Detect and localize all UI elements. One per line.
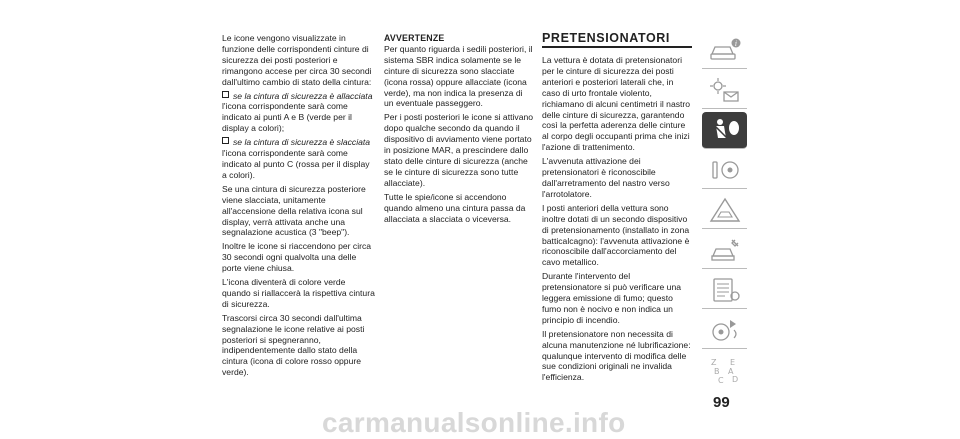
checkbox-square-icon	[222, 137, 229, 144]
paragraph: Se una cintura di sicurezza posteriore viene slacciata, unitamente all'accensione della relativa icona sul display, verrà attivata anche una segnalazione acustica (3 "beep").	[222, 183, 366, 238]
paragraph: l'icona corrispondente sarà come indicato ai punti A e B (verde per il display a colori);	[222, 101, 352, 134]
paragraph: Le icone vengono visualizzate in funzione delle corrispondenti cinture di sicurezza dei posti posteriori e rimangono accese per circa 30 secondi dall'ultimo cambio di stato della cintura:	[222, 33, 372, 87]
paragraph: La vettura è dotata di pretensionatori per le cinture di sicurezza dei posti anteriori e posteriori laterali che, in caso di urto frontale violento, richiamano di alcuni centimetri il nastro delle cinture di sicurezza, garantendo così la perfetta aderenza delle cinture al corpo degli occupanti prima che inizi l'azione di trattenimento.	[542, 55, 691, 153]
page-number: 99	[713, 394, 730, 411]
paragraph: Durante l'intervento del pretensionatore si può verificare una leggera emissione di fumo; questo fumo non è nocivo e non indica un principio di incendio.	[542, 271, 682, 325]
bullet-text: se la cintura di sicurezza è allacciata	[233, 90, 373, 101]
paragraph: l'icona corrispondente sarà come indicato al punto C (rossa per il display a colori).	[222, 148, 370, 180]
paragraph: Il pretensionatore non necessita di alcuna manutenzione né lubrificazione: qualunque intervento di modifica delle sue condizioni originali ne invalida l'efficienza.	[542, 328, 691, 383]
index-letter: D	[731, 375, 738, 384]
index-letter: E	[729, 358, 735, 367]
paragraph: L'avvenuta attivazione dei pretensionatori è riconoscibile dall'arretramento del nastro verso l'arrotolatore.	[542, 156, 670, 199]
paragraph: L'icona diventerà di colore verde quando si riallaccerà la rispettiva cintura di sicurezza.	[222, 277, 375, 309]
section-title: PRETENSIONATORI	[542, 31, 670, 45]
paragraph: Per i posti posteriori le icone si attivano dopo qualche secondo da quando il dispositivo di avviamento viene portato in posizione MAR, a prescindere dallo stato delle cinture di sicurezza (anche se le cinture di sicurezza sono tutte allacciate).	[384, 112, 534, 188]
index-letter: A	[727, 367, 733, 376]
index-abc-icon[interactable]	[702, 352, 747, 388]
text-column-1	[222, 33, 376, 381]
index-letter: B	[713, 367, 719, 376]
warning-triangle-icon[interactable]	[702, 192, 747, 229]
index-letter: C	[717, 376, 724, 384]
checkbox-square-icon	[222, 91, 229, 98]
key-start-icon[interactable]	[702, 152, 747, 189]
bullet-text: se la cintura di sicurezza è slacciata	[233, 137, 371, 148]
svg-text:i: i	[734, 40, 737, 48]
chapter-sidebar	[702, 32, 747, 384]
bullet-item	[222, 91, 376, 102]
paragraph: I posti anteriori della vettura sono inoltre dotati di un secondo dispositivo di pretensionamento (installato in zona batticalcagno): l'avvenuta attivazione è riconoscibile dall'accorciamento del cavo metallico.	[542, 202, 690, 268]
paragraph: Inoltre le icone si riaccendono per circa 30 secondi ogni qualvolta una delle porte viene chiusa.	[222, 241, 372, 274]
wrench-car-icon[interactable]	[702, 232, 747, 269]
paragraph: Tutte le spie/icone si accendono quando almeno una cintura passa da allacciata a slacciata o viceversa.	[384, 191, 526, 224]
media-icon[interactable]	[702, 312, 747, 349]
bullet-item	[222, 137, 376, 148]
watermark: carmanualsonline.info	[322, 407, 626, 438]
text-column-2	[384, 33, 534, 227]
dashboard-lights-icon[interactable]	[702, 72, 747, 109]
text-column-3	[542, 55, 692, 386]
car-info-icon[interactable]	[702, 32, 747, 69]
paragraph: Trascorsi circa 30 secondi dall'ultima segnalazione le icone relative ai posti posteriori si spegneranno, indipendentemente dallo stato della cintura (icona di colore rosso oppure verde).	[222, 312, 365, 378]
index-letter: Z	[710, 358, 716, 367]
warning-heading: AVVERTENZE	[384, 33, 445, 43]
paragraph: Per quanto riguarda i sedili posteriori, il sistema SBR indica solamente se le cinture di sicurezza sono slacciate (icona rossa) oppure allacciate (icona verde), ma non indica la presenza di un eventuale passeggero.	[384, 43, 533, 109]
title-divider	[542, 46, 692, 48]
seatbelt-airbag-icon[interactable]	[702, 112, 747, 149]
specs-list-icon[interactable]	[702, 272, 747, 309]
